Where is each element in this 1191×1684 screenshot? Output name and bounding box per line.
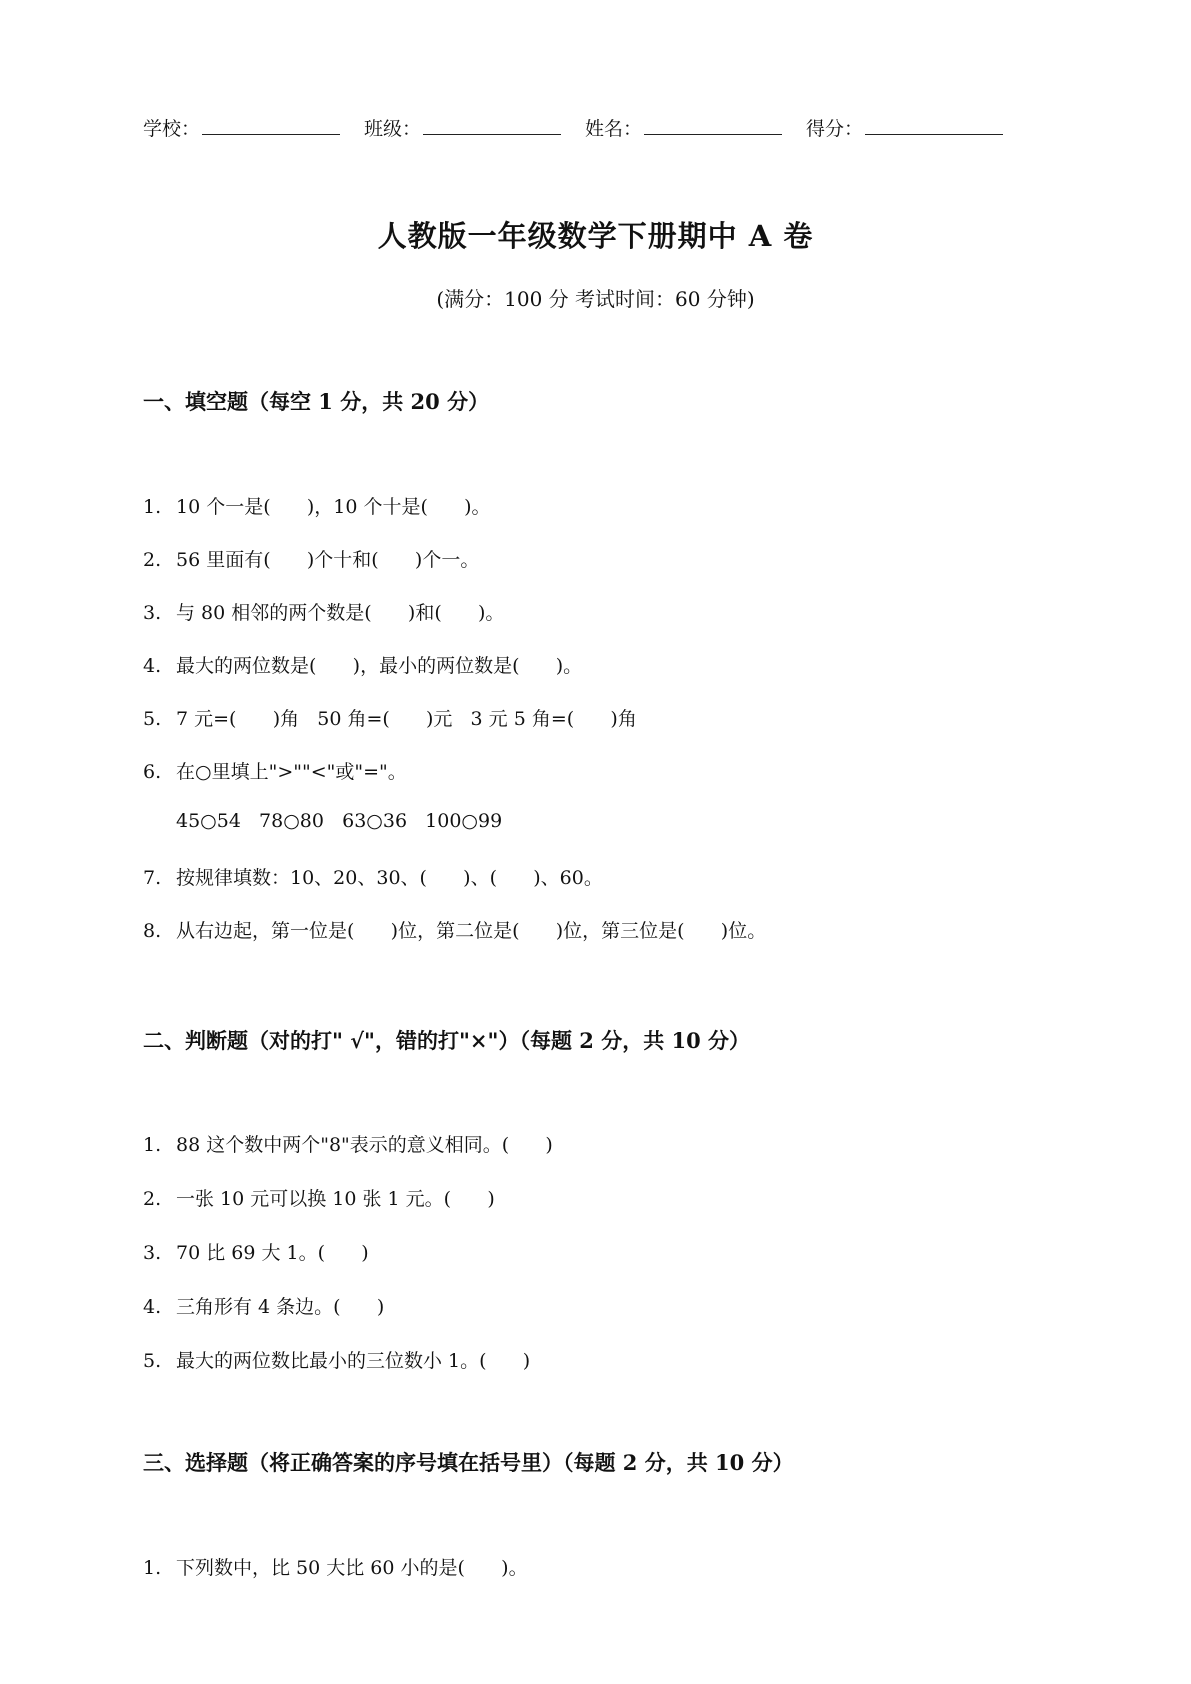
question-number: 1.	[143, 1134, 162, 1156]
name-label: 姓名：	[585, 118, 643, 140]
question-item	[143, 810, 502, 832]
question-text: 从右边起，第一位是( )位，第二位是( )位，第三位是( )位。	[176, 920, 767, 942]
question-number: 8.	[143, 920, 162, 942]
question-item	[143, 492, 491, 519]
question-number: 3.	[143, 1242, 162, 1264]
question-item	[143, 1292, 384, 1319]
question-text: 88 这个数中两个"8"表示的意义相同。( )	[176, 1134, 553, 1156]
question-text: 按规律填数：10、20、30、( )、( )、60。	[176, 867, 603, 889]
question-item	[143, 863, 603, 890]
question-text: 与 80 相邻的两个数是( )和( )。	[176, 602, 505, 624]
class-label: 班级：	[364, 118, 422, 140]
question-item	[143, 598, 504, 625]
question-number: 4.	[143, 655, 162, 677]
name-blank-line[interactable]	[644, 116, 782, 135]
section-heading-true-false: 二、判断题（对的打" √"，错的打"×"）（每题 2 分，共 10 分）	[143, 1028, 751, 1053]
question-number: 6.	[143, 761, 162, 783]
section-heading-multiple-choice: 三、选择题（将正确答案的序号填在括号里）（每题 2 分，共 10 分）	[143, 1450, 794, 1475]
school-label: 学校：	[143, 118, 201, 140]
question-text: 45○54 78○80 63○36 100○99	[176, 810, 503, 832]
name-field	[585, 114, 782, 141]
question-number: 3.	[143, 602, 162, 624]
question-number: 5.	[143, 708, 162, 730]
question-text: 在○里填上">""<"或"="。	[176, 761, 407, 783]
question-text: 70 比 69 大 1。( )	[176, 1242, 369, 1264]
section-heading-fill-blank: 一、填空题（每空 1 分，共 20 分）	[143, 389, 490, 414]
question-text: 三角形有 4 条边。( )	[176, 1296, 385, 1318]
score-label: 得分：	[806, 118, 864, 140]
exam-subtitle: (满分：100 分 考试时间：60 分钟)	[436, 287, 755, 311]
question-text: 下列数中，比 50 大比 60 小的是( )。	[176, 1557, 528, 1579]
score-blank-line[interactable]	[865, 116, 1003, 135]
question-item	[143, 1184, 495, 1211]
question-item	[143, 1553, 528, 1580]
question-number: 5.	[143, 1350, 162, 1372]
question-number: 1.	[143, 1557, 162, 1579]
question-text: 一张 10 元可以换 10 张 1 元。( )	[176, 1188, 495, 1210]
question-item	[143, 916, 766, 943]
class-field	[364, 114, 561, 141]
question-text: 最大的两位数比最小的三位数小 1。( )	[176, 1350, 531, 1372]
question-item	[143, 704, 637, 731]
student-info-row	[143, 114, 1083, 141]
question-item	[143, 1346, 530, 1373]
question-number: 4.	[143, 1296, 162, 1318]
question-text: 56 里面有( )个十和( )个一。	[176, 549, 480, 571]
exam-title: 人教版一年级数学下册期中 A 卷	[377, 219, 814, 253]
question-item	[143, 757, 407, 784]
question-number: 2.	[143, 549, 162, 571]
class-blank-line[interactable]	[423, 116, 561, 135]
question-number: 2.	[143, 1188, 162, 1210]
question-item	[143, 545, 479, 572]
school-field	[143, 114, 340, 141]
question-number: 1.	[143, 496, 162, 518]
question-number: 7.	[143, 867, 162, 889]
question-text: 10 个一是( )，10 个十是( )。	[176, 496, 491, 518]
question-item	[143, 1238, 369, 1265]
question-item	[143, 651, 582, 678]
school-blank-line[interactable]	[202, 116, 340, 135]
question-item	[143, 1130, 553, 1157]
question-text: 最大的两位数是( )，最小的两位数是( )。	[176, 655, 583, 677]
score-field	[806, 114, 1003, 141]
question-text: 7 元=( )角 50 角=( )元 3 元 5 角=( )角	[176, 708, 637, 730]
